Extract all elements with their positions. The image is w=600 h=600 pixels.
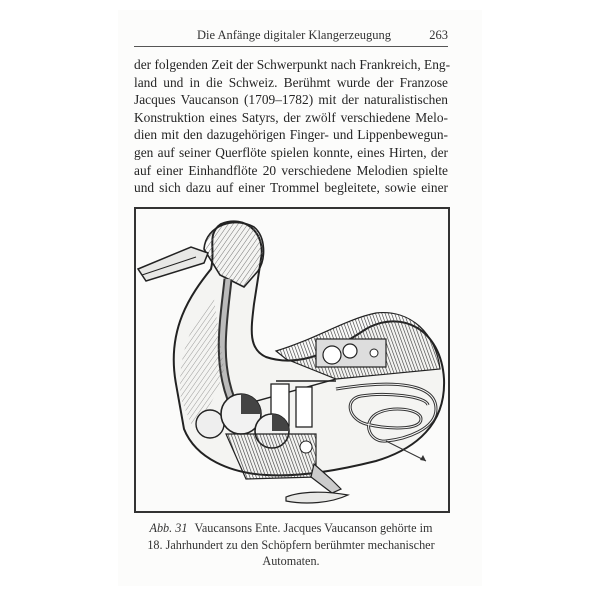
- body-paragraph: [134, 56, 451, 197]
- caption-line: 18. Jahrhundert zu den Schöpfern berühmter mechanischer: [147, 537, 435, 552]
- figure-label: Abb. 31: [149, 521, 188, 535]
- text-line: dien mit den dazugehörigen Finger- und Lippenbewegun-: [134, 127, 448, 143]
- text-line: land und in die Schweiz. Berühmt wurde der Franzose: [134, 74, 448, 90]
- running-header-title: Die Anfänge digitaler Klangerzeugung: [197, 28, 392, 42]
- page-number: 263: [429, 28, 448, 42]
- figure-caption: [134, 520, 448, 570]
- duck-illustration: [136, 209, 448, 511]
- text-line: auf einer Einhandflöte 20 verschiedene Melodien spielte: [134, 162, 448, 178]
- running-header: [135, 28, 448, 44]
- text-line: und sich dazu auf einer Trommel begleitete, sowie einer: [134, 180, 448, 196]
- text-line: Jacques Vaucanson (1709–1782) mit der naturalistischen: [134, 92, 448, 108]
- caption-line: [134, 520, 448, 537]
- caption-line: Automaten.: [262, 554, 320, 568]
- header-rule: [134, 46, 448, 47]
- caption-text: Vaucansons Ente. Jacques Vaucanson gehörte im: [194, 521, 433, 535]
- text-line: Konstruktion eines Satyrs, der zwölf verschiedene Melo-: [134, 109, 448, 125]
- figure-mechanical-duck: [134, 207, 450, 513]
- text-line: gen auf seiner Querflöte spielen konnte, eines Hirten, der: [134, 144, 448, 160]
- text-line: der folgenden Zeit der Schwerpunkt nach Frankreich, Eng-: [134, 57, 451, 72]
